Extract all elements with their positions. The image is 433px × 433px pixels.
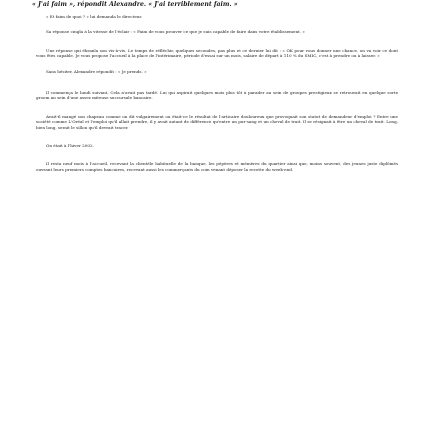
document-body xyxy=(36,14,398,172)
paragraph-1: « Et faim de quoi ? » lui demanda le directeur. xyxy=(46,14,143,19)
paragraph-3: Une réponse qui ébranla son vis-à-vis. Le temps de réfléchir, quelques secondes, pas plus et ce dernier lui dit : « OK pour vous donner une chance, on va voir ce dont vous êtes capable. Je vous propose l'accueil à la place de l'intérimaire, période d'essai sur un mois, salaire de départ à 110 % du SMIC, c'est à prendre ou à laisser. » xyxy=(36,47,398,59)
header-line: « J'ai faim », répondit Alexandre. « J'ai terriblement faim. » xyxy=(32,1,238,8)
paragraph-2: Sa réponse cingla à la vitesse de l'éclair : « Faim de vous prouver ce que je suis capable de faire dans votre établissement. » xyxy=(46,29,305,35)
paragraph-4: Sans hésiter, Alexandre répondit : « Je prends. » xyxy=(46,68,147,74)
paragraph-7: On était à l'hiver 2002. xyxy=(46,143,94,149)
paragraph-6: Avait-il mangé son chapeau comme on dit vulgairement ou était-ce le résultat de l'articaire douloureux que provoquait son statut de demandeur d'emploi ? Entre une société comme L'Oréal et l'emploi qu'il allait prendre, il y avait autant de différence qu'entre un pur-sang et un cheval de trait. Il se résignait à être un cheval de trait. Long, bien long, serait le sillon qu'il devrait tracer. xyxy=(36,113,398,130)
paragraph-5: Il commença le lundi suivant. Cela n'avait pas tardé. Lui qui aspirait quelques mois plus tôt à parader au sein de groupes prestigieux se retrouvait en quelque sorte groom au sein d'une assez miteuse succursale bancaire. xyxy=(36,90,398,101)
paragraph-8: Il resta neuf mois à l'accueil, recevant la clientèle habituelle de la banque, les pépères et mémères du quartier ainsi que, moins souvent, des jeunes juste diplômés ouvrant leurs premiers comptes bancaires, recevant aussi les commerçants du coin venant déposer la recette du week-end. xyxy=(36,161,398,172)
